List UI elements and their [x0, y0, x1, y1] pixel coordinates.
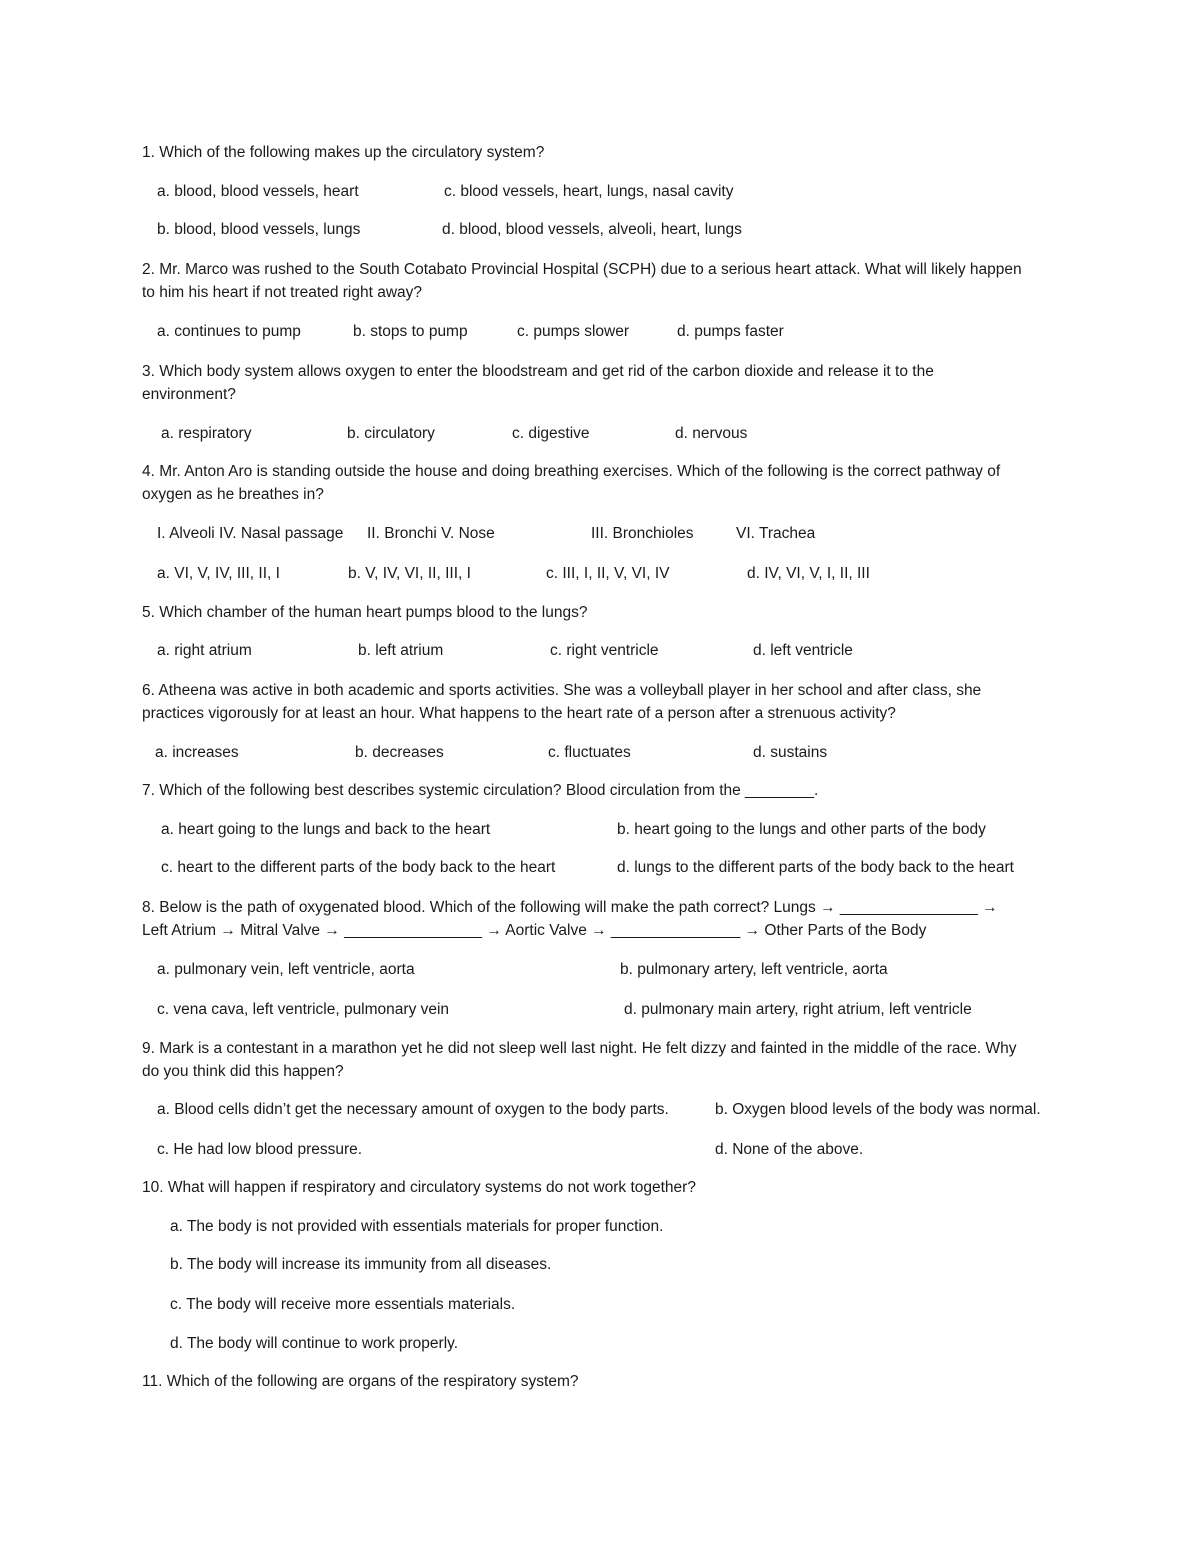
- q5-option-b: b. left atrium: [358, 642, 444, 659]
- q7-option-b: b. heart going to the lungs and other parts of the body: [617, 821, 986, 838]
- q3-stem-line1: 3. Which body system allows oxygen to enter the bloodstream and get rid of the carbon dioxide and release it to the: [142, 363, 934, 380]
- q2-option-a: a. continues to pump: [157, 323, 301, 340]
- q9-option-d: d. None of the above.: [715, 1141, 864, 1158]
- q10-option-b: b. The body will increase its immunity from all diseases.: [170, 1256, 552, 1273]
- q5-option-c: c. right ventricle: [550, 642, 659, 659]
- q4-option-d: d. IV, VI, V, I, II, III: [747, 565, 870, 582]
- q10-stem: 10. What will happen if respiratory and circulatory systems do not work together?: [142, 1179, 696, 1196]
- q2-stem-line2: to him his heart if not treated right away?: [142, 284, 423, 301]
- q10-option-d: d. The body will continue to work properly.: [170, 1335, 459, 1352]
- q4-option-a: a. VI, V, IV, III, II, I: [157, 565, 280, 582]
- q2-option-c: c. pumps slower: [517, 323, 629, 340]
- q5-option-d: d. left ventricle: [753, 642, 853, 659]
- q4-item-group-4: VI. Trachea: [736, 525, 816, 542]
- q7-stem: 7. Which of the following best describes systemic circulation? Blood circulation from the ________.: [142, 782, 819, 799]
- q5-option-a: a. right atrium: [157, 642, 252, 659]
- q7-option-d: d. lungs to the different parts of the body back to the heart: [617, 859, 1014, 876]
- q4-item-group-1: I. Alveoli IV. Nasal passage: [157, 525, 344, 542]
- q3-option-c: c. digestive: [512, 425, 590, 442]
- q6-option-b: b. decreases: [355, 744, 444, 761]
- q8-option-a: a. pulmonary vein, left ventricle, aorta: [157, 961, 415, 978]
- q1-option-d: d. blood, blood vessels, alveoli, heart, lungs: [442, 221, 742, 238]
- q9-stem-line1: 9. Mark is a contestant in a marathon yet he did not sleep well last night. He felt dizzy and fainted in the middle of the race. Why: [142, 1040, 1017, 1057]
- q3-stem-line2: environment?: [142, 386, 236, 403]
- q3-option-a: a. respiratory: [161, 425, 252, 442]
- q9-option-a: a. Blood cells didn’t get the necessary amount of oxygen to the body parts.: [157, 1101, 669, 1118]
- q9-option-b: b. Oxygen blood levels of the body was normal.: [715, 1101, 1041, 1118]
- q1-option-b: b. blood, blood vessels, lungs: [157, 221, 361, 238]
- q7-option-a: a. heart going to the lungs and back to the heart: [161, 821, 491, 838]
- q4-item-group-2: II. Bronchi V. Nose: [367, 525, 495, 542]
- q1-option-a: a. blood, blood vessels, heart: [157, 183, 359, 200]
- q8-option-b: b. pulmonary artery, left ventricle, aorta: [620, 961, 888, 978]
- q4-stem-line1: 4. Mr. Anton Aro is standing outside the house and doing breathing exercises. Which of the following is the correct pathway of: [142, 463, 1001, 480]
- q4-item-group-3: III. Bronchioles: [591, 525, 694, 542]
- q4-stem-line2: oxygen as he breathes in?: [142, 486, 324, 503]
- q2-option-d: d. pumps faster: [677, 323, 784, 340]
- q1-stem: 1. Which of the following makes up the circulatory system?: [142, 144, 545, 161]
- q9-option-c: c. He had low blood pressure.: [157, 1141, 363, 1158]
- q4-option-b: b. V, IV, VI, II, III, I: [348, 565, 471, 582]
- q6-option-d: d. sustains: [753, 744, 828, 761]
- q8-option-d: d. pulmonary main artery, right atrium, left ventricle: [624, 1001, 972, 1018]
- q1-option-c: c. blood vessels, heart, lungs, nasal cavity: [444, 183, 734, 200]
- q10-option-c: c. The body will receive more essentials materials.: [170, 1296, 516, 1313]
- q4-option-c: c. III, I, II, V, VI, IV: [546, 565, 670, 582]
- q2-option-b: b. stops to pump: [353, 323, 468, 340]
- q3-option-b: b. circulatory: [347, 425, 435, 442]
- q2-stem-line1: 2. Mr. Marco was rushed to the South Cotabato Provincial Hospital (SCPH) due to a serious heart attack. What will likely happen: [142, 261, 1022, 278]
- q5-stem: 5. Which chamber of the human heart pumps blood to the lungs?: [142, 604, 588, 621]
- q11-stem: 11. Which of the following are organs of the respiratory system?: [142, 1373, 579, 1390]
- q6-stem-line2: practices vigorously for at least an hour. What happens to the heart rate of a person after a strenuous activity?: [142, 705, 896, 722]
- q10-option-a: a. The body is not provided with essentials materials for proper function.: [170, 1218, 664, 1235]
- q6-option-c: c. fluctuates: [548, 744, 631, 761]
- q9-stem-line2: do you think did this happen?: [142, 1063, 344, 1080]
- q3-option-d: d. nervous: [675, 425, 748, 442]
- q8-option-c: c. vena cava, left ventricle, pulmonary vein: [157, 1001, 450, 1018]
- q8-stem-line1: 8. Below is the path of oxygenated blood. Which of the following will make the path correct? Lungs → ________________ →: [142, 899, 998, 916]
- q7-option-c: c. heart to the different parts of the body back to the heart: [161, 859, 556, 876]
- q8-stem-line2: Left Atrium → Mitral Valve → ________________ → Aortic Valve → _______________ → Other Parts of the Body: [142, 922, 927, 939]
- q6-option-a: a. increases: [155, 744, 239, 761]
- q6-stem-line1: 6. Atheena was active in both academic and sports activities. She was a volleyball player in her school and after class, she: [142, 682, 982, 699]
